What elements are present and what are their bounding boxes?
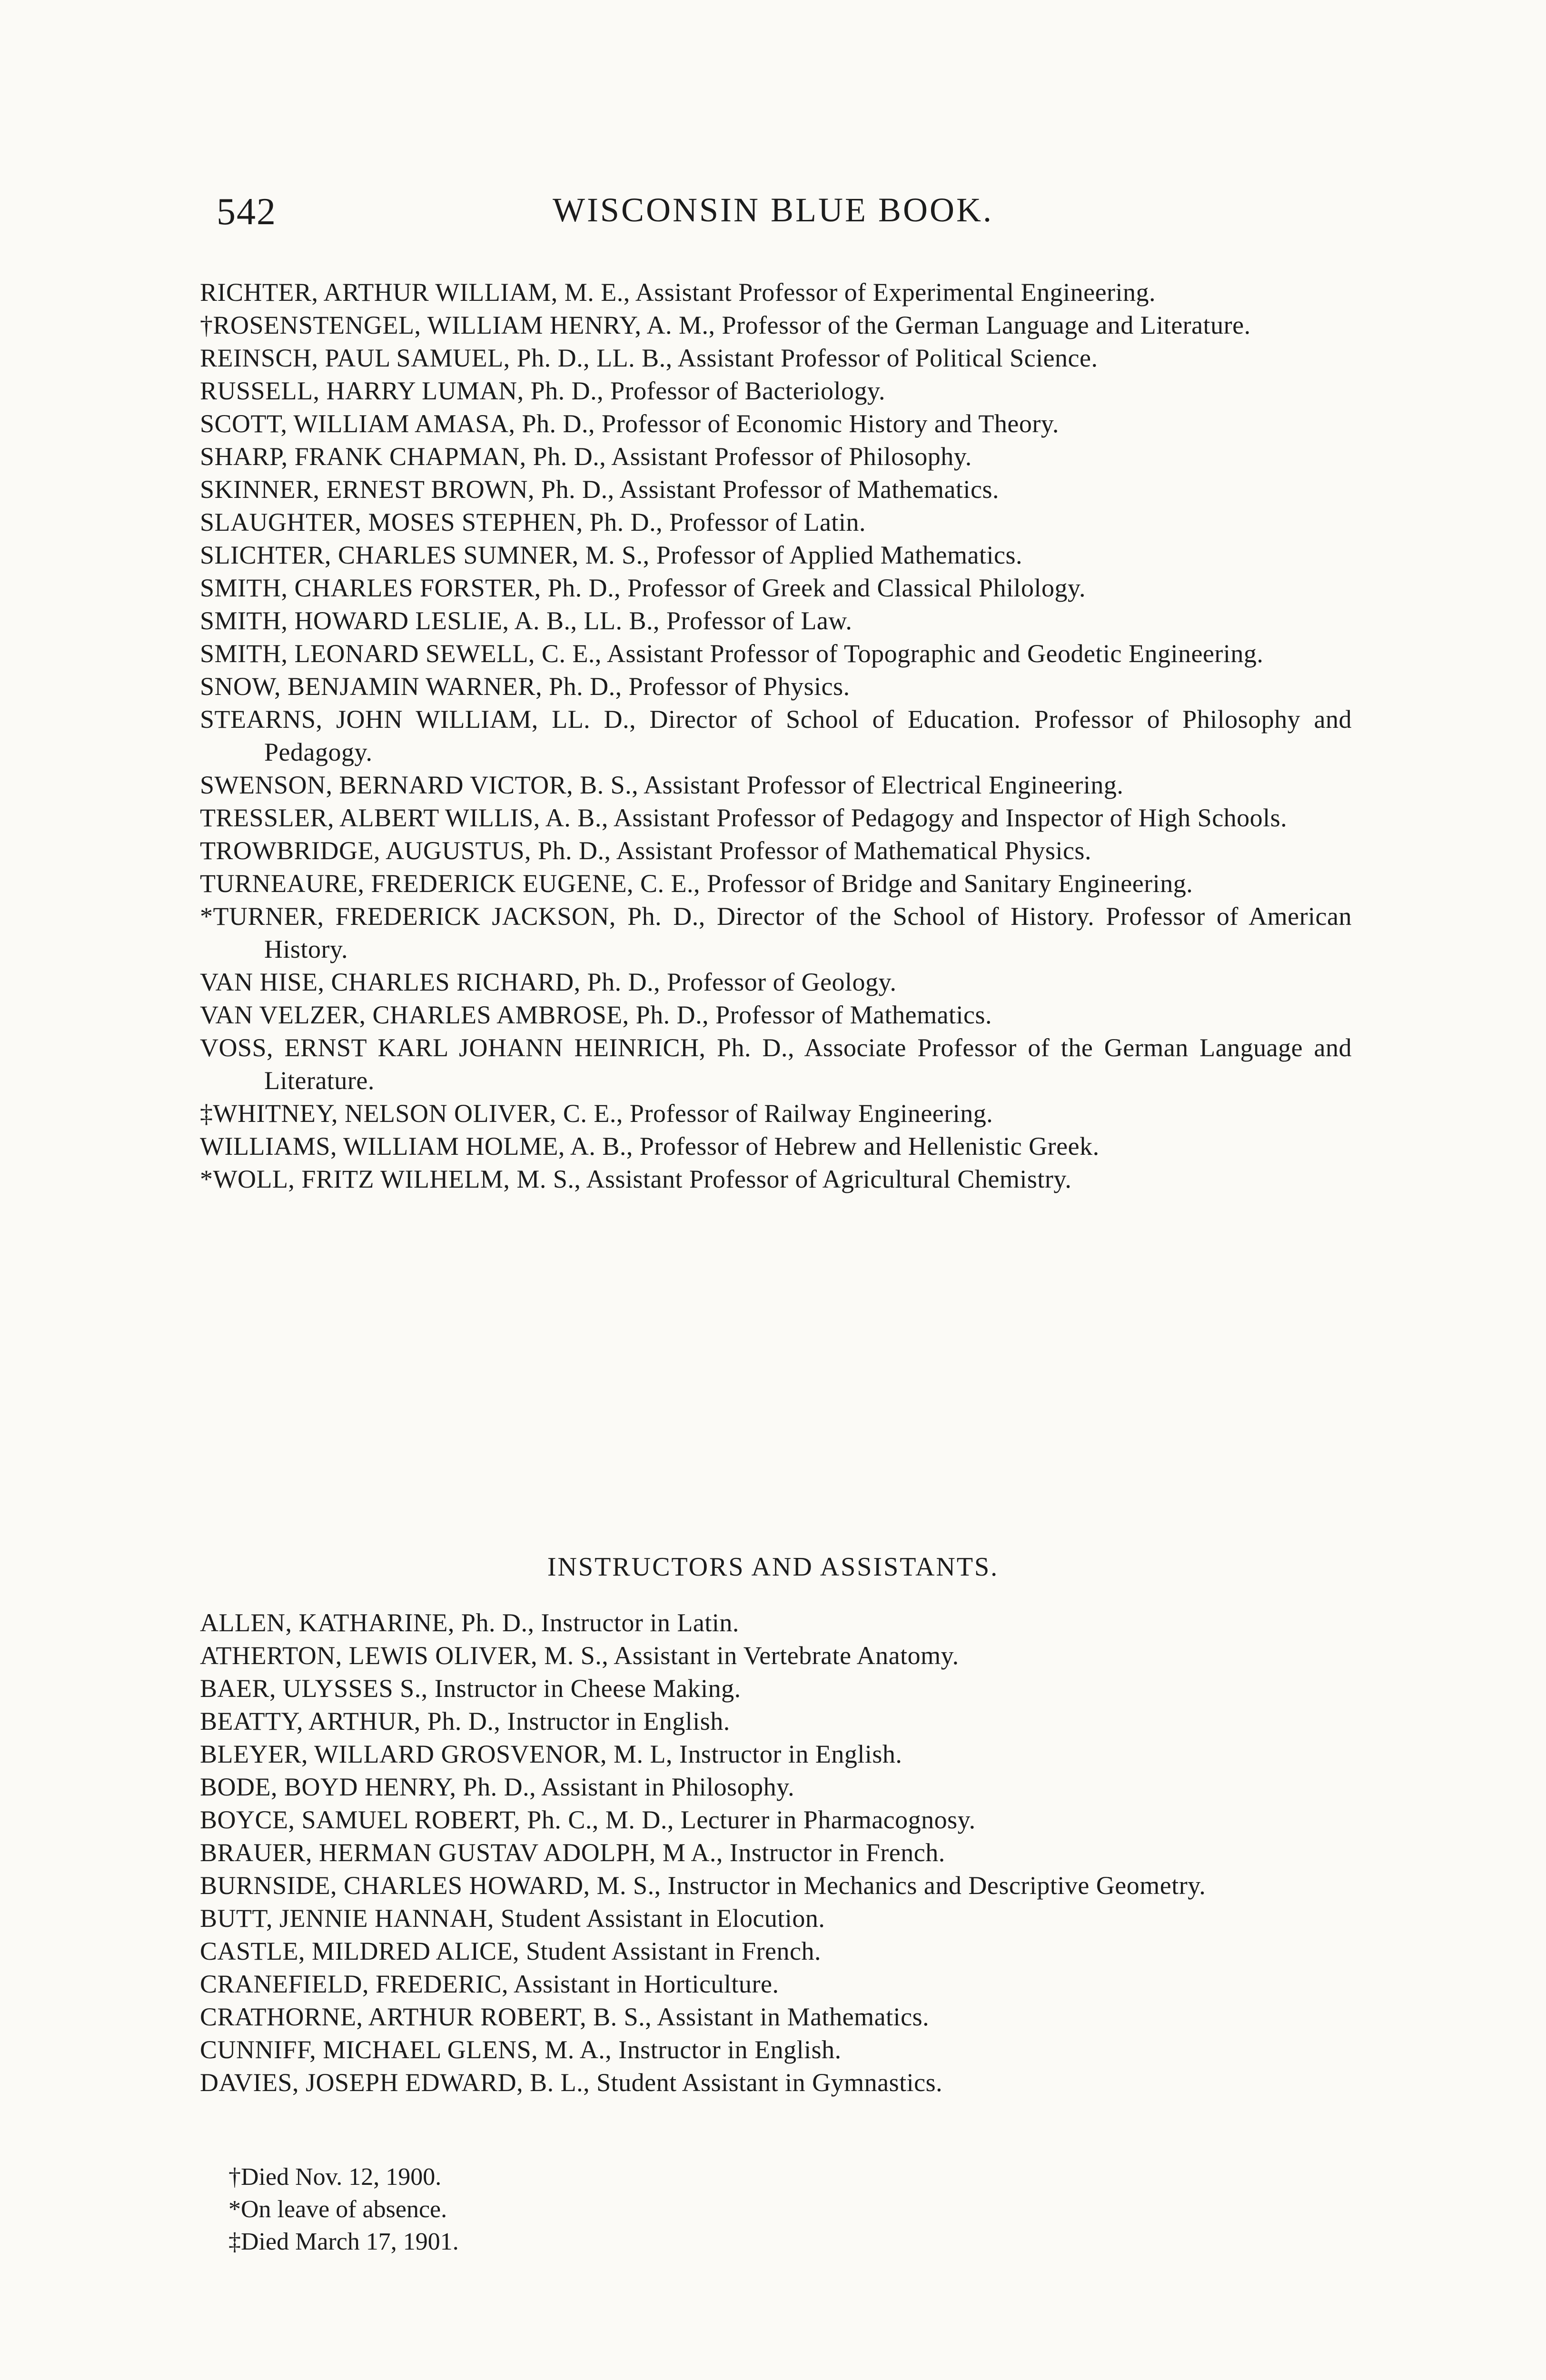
- instructor-entry: BOYCE, SAMUEL ROBERT, Ph. C., M. D., Lecturer in Pharmacognosy.: [200, 1805, 976, 1834]
- faculty-entry: TROWBRIDGE, AUGUSTUS, Ph. D., Assistant Professor of Mathematical Physics.: [200, 836, 1091, 865]
- faculty-entry: VAN HISE, CHARLES RICHARD, Ph. D., Professor of Geology.: [200, 968, 897, 996]
- faculty-entry: *TURNER, FREDERICK JACKSON, Ph. D., Director of the School of History. Professor of American History.: [200, 902, 1352, 963]
- faculty-entry: SLAUGHTER, MOSES STEPHEN, Ph. D., Professor of Latin.: [200, 508, 866, 536]
- faculty-entry: *WOLL, FRITZ WILHELM, M. S., Assistant Professor of Agricultural Chemistry.: [200, 1165, 1072, 1193]
- faculty-list: [200, 276, 1352, 1196]
- instructor-entry: BEATTY, ARTHUR, Ph. D., Instructor in English.: [200, 1707, 730, 1735]
- instructor-entry: CUNNIFF, MICHAEL GLENS, M. A., Instructor in English.: [200, 2035, 842, 2064]
- faculty-entry: †ROSENSTENGEL, WILLIAM HENRY, A. M., Professor of the German Language and Literature.: [200, 311, 1251, 339]
- instructor-entry: BUTT, JENNIE HANNAH, Student Assistant in Elocution.: [200, 1904, 825, 1933]
- faculty-entry: SLICHTER, CHARLES SUMNER, M. S., Professor of Applied Mathematics.: [200, 541, 1022, 569]
- instructor-entry: CASTLE, MILDRED ALICE, Student Assistant in French.: [200, 1937, 821, 1965]
- instructor-entry: CRANEFIELD, FREDERIC, Assistant in Horticulture.: [200, 1970, 779, 1998]
- running-title: WISCONSIN BLUE BOOK.: [553, 191, 993, 229]
- faculty-entry: SMITH, CHARLES FORSTER, Ph. D., Professor of Greek and Classical Philology.: [200, 574, 1086, 602]
- faculty-entry: RUSSELL, HARRY LUMAN, Ph. D., Professor of Bacteriology.: [200, 377, 885, 405]
- page-header: [0, 190, 1546, 243]
- faculty-entry: TURNEAURE, FREDERICK EUGENE, C. E., Professor of Bridge and Sanitary Engineering.: [200, 869, 1193, 898]
- section-heading: INSTRUCTORS AND ASSISTANTS.: [547, 1552, 999, 1582]
- faculty-entry: SWENSON, BERNARD VICTOR, B. S., Assistant Professor of Electrical Engineering.: [200, 771, 1124, 799]
- faculty-entry: STEARNS, JOHN WILLIAM, LL. D., Director of School of Education. Professor of Philosophy and Pedagogy.: [200, 705, 1352, 766]
- faculty-entry: REINSCH, PAUL SAMUEL, Ph. D., LL. B., Assistant Professor of Political Science.: [200, 344, 1098, 372]
- instructor-entry: BLEYER, WILLARD GROSVENOR, M. L, Instructor in English.: [200, 1740, 902, 1768]
- instructor-entry: BRAUER, HERMAN GUSTAV ADOLPH, M A., Instructor in French.: [200, 1838, 945, 1867]
- page-number: 542: [217, 191, 277, 233]
- faculty-entry: ‡WHITNEY, NELSON OLIVER, C. E., Professor of Railway Engineering.: [200, 1099, 993, 1128]
- instructor-entry: BURNSIDE, CHARLES HOWARD, M. S., Instructor in Mechanics and Descriptive Geometry.: [200, 1871, 1206, 1900]
- faculty-entry: TRESSLER, ALBERT WILLIS, A. B., Assistant Professor of Pedagogy and Inspector of High Schools.: [200, 803, 1288, 832]
- faculty-entry: SCOTT, WILLIAM AMASA, Ph. D., Professor of Economic History and Theory.: [200, 409, 1059, 438]
- footnote: ‡Died March 17, 1901.: [228, 2228, 459, 2255]
- faculty-entry: SKINNER, ERNEST BROWN, Ph. D., Assistant Professor of Mathematics.: [200, 475, 999, 504]
- instructor-entry: ALLEN, KATHARINE, Ph. D., Instructor in Latin.: [200, 1608, 739, 1637]
- instructor-entry: BODE, BOYD HENRY, Ph. D., Assistant in Philosophy.: [200, 1773, 795, 1801]
- faculty-entry: RICHTER, ARTHUR WILLIAM, M. E., Assistant Professor of Experimental Engineering.: [200, 278, 1156, 307]
- footnote: †Died Nov. 12, 1900.: [228, 2163, 442, 2191]
- faculty-entry: WILLIAMS, WILLIAM HOLME, A. B., Professor of Hebrew and Hellenistic Greek.: [200, 1132, 1100, 1160]
- faculty-entry: SNOW, BENJAMIN WARNER, Ph. D., Professor of Physics.: [200, 672, 850, 701]
- instructor-entry: BAER, ULYSSES S., Instructor in Cheese Making.: [200, 1674, 741, 1703]
- faculty-entry: SMITH, LEONARD SEWELL, C. E., Assistant Professor of Topographic and Geodetic Engineering.: [200, 639, 1264, 668]
- instructors-list: [200, 1606, 1352, 2099]
- faculty-entry: SHARP, FRANK CHAPMAN, Ph. D., Assistant Professor of Philosophy.: [200, 442, 972, 471]
- faculty-entry: SMITH, HOWARD LESLIE, A. B., LL. B., Professor of Law.: [200, 606, 852, 635]
- instructor-entry: CRATHORNE, ARTHUR ROBERT, B. S., Assistant in Mathematics.: [200, 2003, 930, 2031]
- faculty-entry: VAN VELZER, CHARLES AMBROSE, Ph. D., Professor of Mathematics.: [200, 1001, 992, 1029]
- footnote: *On leave of absence.: [228, 2196, 447, 2223]
- footnotes: [228, 2161, 895, 2258]
- faculty-entry: VOSS, ERNST KARL JOHANN HEINRICH, Ph. D., Associate Professor of the German Language and Literature.: [200, 1033, 1352, 1095]
- instructor-entry: DAVIES, JOSEPH EDWARD, B. L., Student Assistant in Gymnastics.: [200, 2068, 943, 2097]
- instructor-entry: ATHERTON, LEWIS OLIVER, M. S., Assistant in Vertebrate Anatomy.: [200, 1641, 959, 1670]
